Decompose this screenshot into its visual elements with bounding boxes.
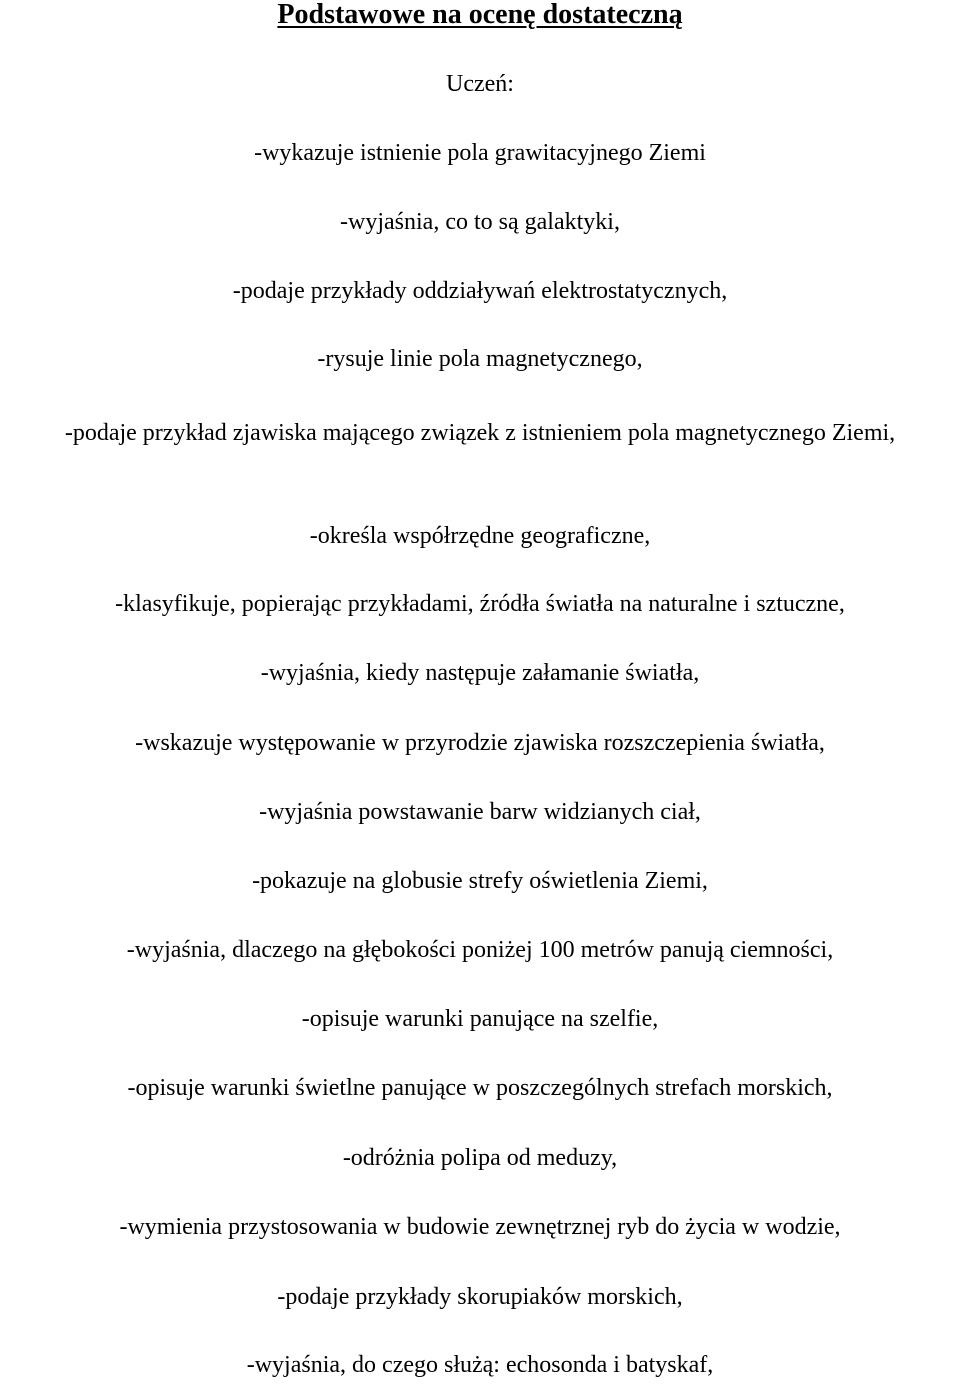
intro-text: Uczeń: bbox=[446, 71, 514, 97]
list-item: -określa współrzędne geograficzne, bbox=[309, 523, 651, 549]
list-item: -podaje przykłady oddziaływań elektrostatycznych, bbox=[232, 278, 728, 304]
list-item: -pokazuje na globusie strefy oświetlenia Ziemi, bbox=[252, 868, 708, 894]
list-item: -wskazuje występowanie w przyrodzie zjawiska rozszczepienia światła, bbox=[135, 730, 825, 756]
list-item: -podaje przykład zjawiska mającego związek z istnieniem pola magnetycznego Ziemi, bbox=[64, 420, 896, 446]
list-item: -wyjaśnia, dlaczego na głębokości poniżej 100 metrów panują ciemności, bbox=[126, 937, 834, 963]
list-item: -opisuje warunki świetlne panujące w poszczególnych strefach morskich, bbox=[127, 1075, 833, 1101]
list-item: -rysuje linie pola magnetycznego, bbox=[317, 346, 643, 372]
list-item: -wyjaśnia, do czego służą: echosonda i batyskaf, bbox=[246, 1352, 714, 1378]
list-item: -opisuje warunki panujące na szelfie, bbox=[301, 1006, 659, 1032]
list-item: -odróżnia polipa od meduzy, bbox=[342, 1145, 618, 1171]
page-title: Podstawowe na ocenę dostateczną bbox=[277, 0, 683, 30]
list-item: -wyjaśnia, co to są galaktyki, bbox=[340, 209, 620, 235]
list-item: -podaje przykłady skorupiaków morskich, bbox=[277, 1284, 683, 1310]
list-item: -wyjaśnia, kiedy następuje załamanie światła, bbox=[260, 660, 700, 686]
list-item: -wyjaśnia powstawanie barw widzianych ciał, bbox=[259, 799, 701, 825]
list-item: -wymienia przystosowania w budowie zewnętrznej ryb do życia w wodzie, bbox=[119, 1214, 841, 1240]
list-item: -klasyfikuje, popierając przykładami, źródła światła na naturalne i sztuczne, bbox=[115, 591, 845, 617]
list-item: -wykazuje istnienie pola grawitacyjnego Ziemi bbox=[254, 140, 706, 166]
